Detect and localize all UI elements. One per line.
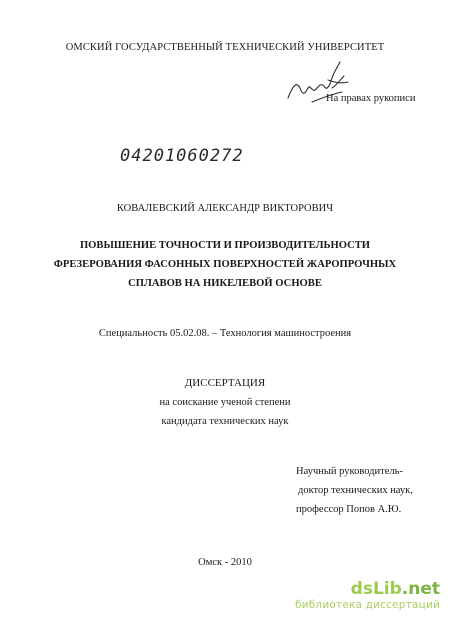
watermark-brand-main: dsLib bbox=[350, 579, 402, 599]
manuscript-rights-note: На правах рукописи bbox=[326, 93, 416, 104]
registration-number: 04201060272 bbox=[120, 146, 244, 166]
advisor-block bbox=[296, 462, 413, 519]
title-line: ФРЕЗЕРОВАНИЯ ФАСОННЫХ ПОВЕРХНОСТЕЙ ЖАРОПРОЧНЫХ bbox=[53, 259, 397, 270]
watermark-subtitle: библиотека диссертаций bbox=[295, 599, 440, 611]
university-name: ОМСКИЙ ГОСУДАРСТВЕННЫЙ ТЕХНИЧЕСКИЙ УНИВЕРСИТЕТ bbox=[65, 42, 385, 53]
degree-line: на соискание ученой степени bbox=[159, 397, 291, 408]
specialty-line: Специальность 05.02.08. – Технология машиностроения bbox=[98, 328, 352, 339]
advisor-name: профессор Попов А.Ю. bbox=[296, 504, 402, 515]
document-type: ДИССЕРТАЦИЯ bbox=[184, 377, 266, 389]
title-line: ПОВЫШЕНИЕ ТОЧНОСТИ И ПРОИЗВОДИТЕЛЬНОСТИ bbox=[79, 240, 371, 251]
advisor-degree: доктор технических наук, bbox=[298, 485, 413, 496]
advisor-role: Научный руководитель- bbox=[296, 466, 403, 477]
dissertation-title bbox=[0, 236, 450, 293]
title-line: СПЛАВОВ НА НИКЕЛЕВОЙ ОСНОВЕ bbox=[128, 278, 322, 289]
watermark-brand bbox=[295, 580, 440, 598]
degree-block bbox=[0, 374, 450, 431]
watermark-brand-tld: .net bbox=[401, 579, 440, 599]
dslib-watermark bbox=[295, 580, 440, 612]
degree-line: кандидата технических наук bbox=[161, 416, 289, 427]
author-name: КОВАЛЕВСКИЙ АЛЕКСАНДР ВИКТОРОВИЧ bbox=[116, 203, 334, 214]
city-year: Омск - 2010 bbox=[198, 557, 252, 568]
